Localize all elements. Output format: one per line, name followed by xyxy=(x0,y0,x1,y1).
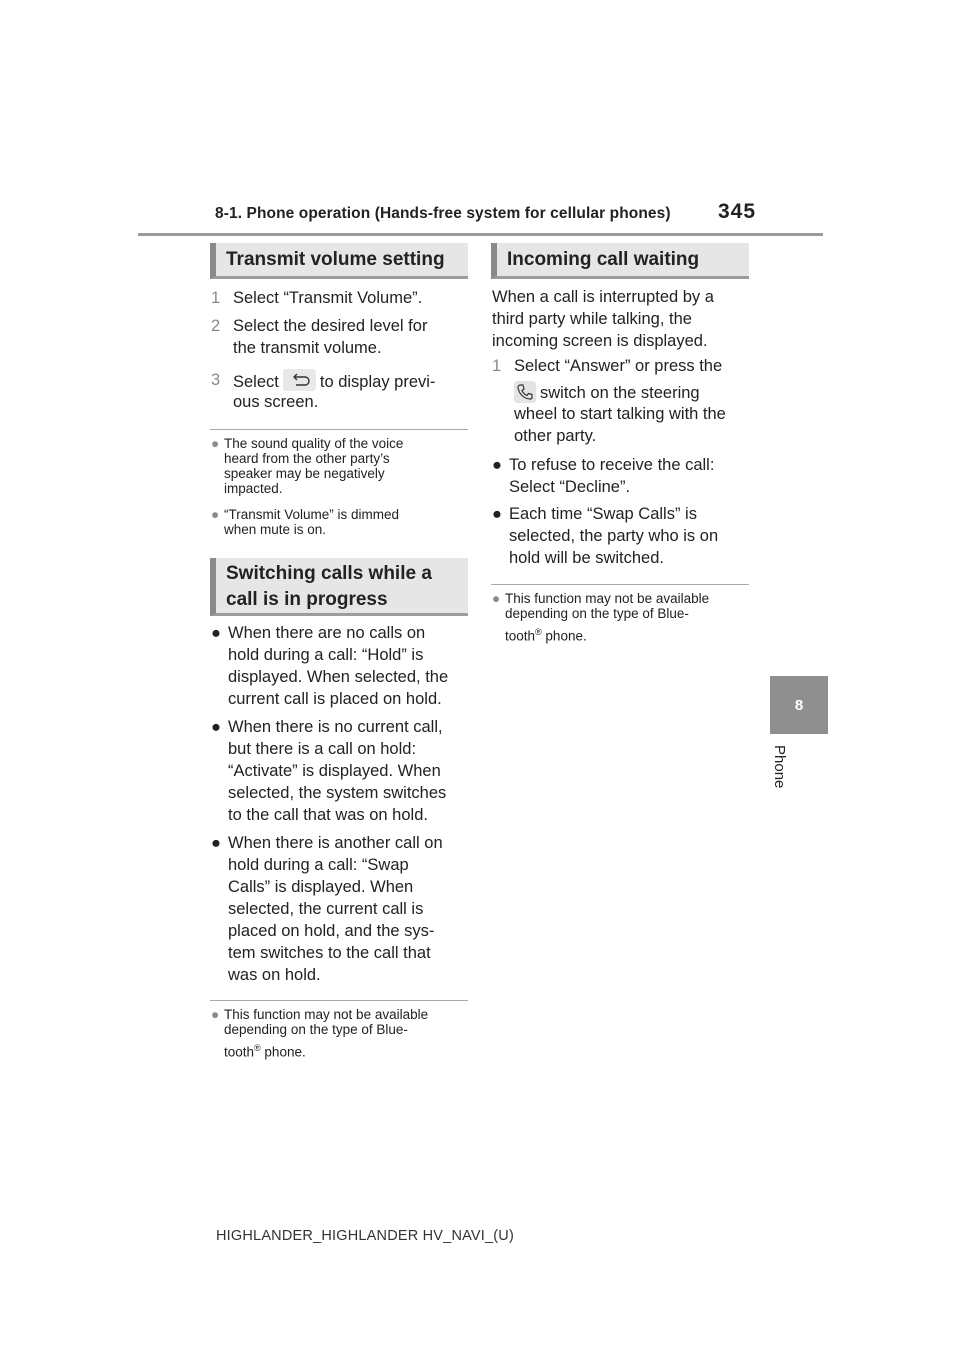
chapter-tab: 8 xyxy=(770,676,828,734)
page-number: 345 xyxy=(718,200,757,223)
header-rule xyxy=(138,233,823,236)
bullet-line: hold during a call: “Swap xyxy=(228,856,409,874)
bullet-line: Calls” is displayed. When xyxy=(228,878,414,896)
note-divider xyxy=(210,429,468,430)
bullet-no-current-call xyxy=(211,716,471,826)
bullet-line: hold will be switched. xyxy=(509,549,664,567)
back-arrow-icon xyxy=(283,369,316,391)
bullet-line: to the call that was on hold. xyxy=(228,806,428,824)
bullet-line: selected, the system switches xyxy=(228,784,447,802)
note-text: tooth xyxy=(224,1044,255,1060)
step-number: 1 xyxy=(211,289,221,307)
bullet-line: selected, the party who is on xyxy=(509,527,719,545)
chapter-tab-label-text: Phone xyxy=(771,745,788,789)
bullet-line: selected, the current call is xyxy=(228,900,424,918)
chapter-tab-label xyxy=(766,745,796,805)
step-text-line4: other party. xyxy=(514,427,597,445)
note-text: tooth xyxy=(505,628,536,644)
note-line xyxy=(224,1041,306,1060)
note-bullet-icon: ● xyxy=(211,1007,220,1022)
bullet-line: tem switches to the call that xyxy=(228,944,431,962)
bullet-line: but there is a call on hold: xyxy=(228,740,417,758)
bullet-line: displayed. When selected, the xyxy=(228,668,449,686)
note-line: impacted. xyxy=(224,481,283,496)
bullet-icon: ● xyxy=(211,624,221,642)
registered-mark: ® xyxy=(254,1043,261,1053)
step-1-answer xyxy=(492,355,754,447)
note-bluetooth-availability xyxy=(211,1007,471,1059)
note-line: This function may not be available xyxy=(224,1007,429,1022)
bullet-line: Select “Decline”. xyxy=(509,478,631,496)
section-heading-switching-calls xyxy=(210,558,468,616)
step-1 xyxy=(211,287,471,309)
step-text-line1: Select “Answer” or press the xyxy=(514,357,723,375)
note-transmit-dimmed xyxy=(211,507,469,537)
note-line: depending on the type of Blue- xyxy=(224,1022,408,1037)
note-line: heard from the other party’s xyxy=(224,451,390,466)
intro-paragraph xyxy=(492,286,754,352)
bullet-line: When there are no calls on xyxy=(228,624,426,642)
step-number: 2 xyxy=(211,317,221,335)
intro-line: incoming screen is displayed. xyxy=(492,332,708,350)
bullet-swap-calls xyxy=(492,503,754,569)
bullet-line: placed on hold, and the sys- xyxy=(228,922,435,940)
bullet-icon: ● xyxy=(211,718,221,736)
bullet-line: “Activate” is displayed. When xyxy=(228,762,441,780)
note-line xyxy=(505,625,587,644)
step-3 xyxy=(211,369,471,413)
note-text: phone. xyxy=(260,1044,306,1060)
note-line: “Transmit Volume” is dimmed xyxy=(224,507,400,522)
intro-line: third party while talking, the xyxy=(492,310,692,328)
section-heading-incoming-call-waiting: Incoming call waiting xyxy=(491,243,749,279)
note-bullet-icon: ● xyxy=(492,591,501,606)
note-divider xyxy=(491,584,749,585)
step-number: 1 xyxy=(492,357,502,375)
note-bluetooth-availability xyxy=(492,591,754,643)
step-text-line2: ous screen. xyxy=(233,393,319,411)
note-bullet-icon: ● xyxy=(211,436,220,451)
bullet-line: was on hold. xyxy=(228,966,321,984)
chapter-header: 8-1. Phone operation (Hands-free system for cellular phones) xyxy=(215,205,671,222)
registered-mark: ® xyxy=(535,627,542,637)
bullet-line: current call is placed on hold. xyxy=(228,690,442,708)
note-line: speaker may be negatively xyxy=(224,466,385,481)
step-text-line1 xyxy=(233,369,435,393)
bullet-refuse-call xyxy=(492,454,754,498)
bullet-no-calls-on-hold xyxy=(211,622,471,710)
step-text: switch on the steering xyxy=(540,384,700,402)
heading-line: call is in progress xyxy=(226,589,388,610)
note-line: This function may not be available xyxy=(505,591,710,606)
step-text-after: to display previ- xyxy=(319,373,436,391)
intro-line: When a call is interrupted by a xyxy=(492,288,714,306)
note-line: when mute is on. xyxy=(224,522,327,537)
note-sound-quality xyxy=(211,436,469,496)
note-bullet-icon: ● xyxy=(211,507,220,522)
note-text: phone. xyxy=(541,628,587,644)
step-text-line1: Select the desired level for xyxy=(233,317,428,335)
bullet-line: To refuse to receive the call: xyxy=(509,456,715,474)
step-text-line2: the transmit volume. xyxy=(233,339,382,357)
step-text-line3: wheel to start talking with the xyxy=(514,405,726,423)
section-heading-transmit-volume: Transmit volume setting xyxy=(210,243,468,279)
step-2 xyxy=(211,315,471,359)
bullet-line: hold during a call: “Hold” is xyxy=(228,646,424,664)
bullet-line: When there is no current call, xyxy=(228,718,443,736)
bullet-line: Each time “Swap Calls” is xyxy=(509,505,697,523)
bullet-icon: ● xyxy=(492,505,502,523)
bullet-icon: ● xyxy=(211,834,221,852)
bullet-icon: ● xyxy=(492,456,502,474)
bullet-line: When there is another call on xyxy=(228,834,443,852)
step-number: 3 xyxy=(211,371,221,389)
bullet-another-call-on-hold xyxy=(211,832,471,986)
heading-line: Switching calls while a xyxy=(226,563,432,584)
step-text: Select “Transmit Volume”. xyxy=(233,289,423,307)
step-text-before: Select xyxy=(233,373,279,391)
footer-model-code: HIGHLANDER_HIGHLANDER HV_NAVI_(U) xyxy=(216,1228,515,1244)
note-line: depending on the type of Blue- xyxy=(505,606,689,621)
note-line: The sound quality of the voice xyxy=(224,436,404,451)
phone-icon xyxy=(514,381,536,403)
step-text-line2 xyxy=(514,381,700,404)
note-divider xyxy=(210,1000,468,1001)
